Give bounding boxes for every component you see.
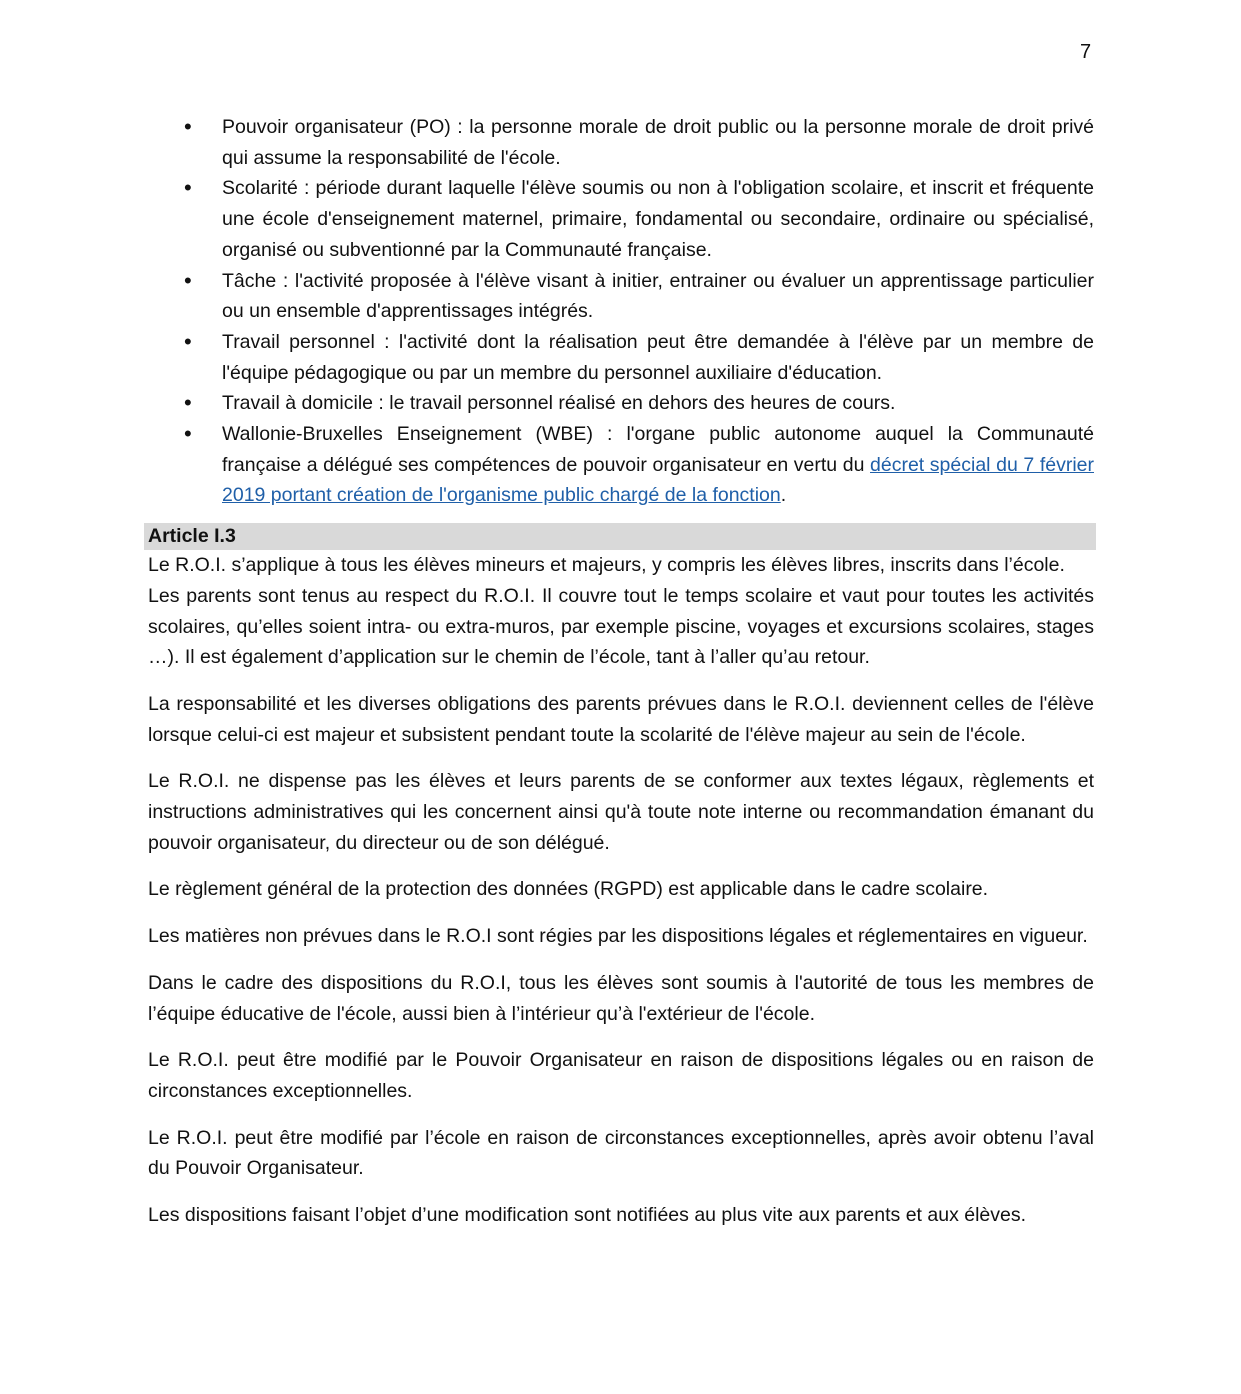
- definition-list: [148, 112, 1094, 511]
- article-heading: Article I.3: [144, 523, 1096, 550]
- definition-item: [148, 327, 1094, 388]
- article-paragraph: Le R.O.I. s’applique à tous les élèves mineurs et majeurs, y compris les élèves libres, inscrits dans l’école.: [148, 554, 1065, 577]
- definition-text: Scolarité : période durant laquelle l'élève soumis ou non à l'obligation scolaire, et inscrit et fréquente une école d'enseignement maternel, primaire, fondamental ou secondaire, ordinaire ou spécialisé, organisé ou subventionné par la Communauté française.: [222, 177, 1094, 261]
- definition-text: Travail personnel : l'activité dont la réalisation peut être demandée à l'élève par un membre de l'équipe pédagogique ou par un membre du personnel auxiliaire d'éducation.: [222, 330, 1094, 384]
- article-paragraph: Le règlement général de la protection des données (RGPD) est applicable dans le cadre scolaire.: [148, 878, 989, 901]
- bullet-icon: •: [184, 267, 192, 293]
- bullet-icon: •: [184, 421, 192, 447]
- definition-item: [148, 173, 1094, 265]
- definition-text-end: .: [780, 484, 787, 507]
- article-paragraph: Dans le cadre des dispositions du R.O.I, tous les élèves sont soumis à l'autorité de tous les membres de l’équipe éducative de l'école, aussi bien à l’intérieur qu’à l'extérieur de l'école.: [148, 971, 1094, 1025]
- article-paragraph: Les dispositions faisant l’objet d’une modification sont notifiées au plus vite aux parents et aux élèves.: [148, 1204, 1027, 1227]
- bullet-icon: •: [184, 114, 192, 139]
- article-paragraph: Les matières non prévues dans le R.O.I sont régies par les dispositions légales et réglementaires en vigueur.: [148, 925, 1088, 948]
- article-paragraph: Le R.O.I. ne dispense pas les élèves et leurs parents de se conformer aux textes légaux, règlements et instructions administratives qui les concernent ainsi qu'à toute note interne ou recommandation émanant du pouvoir organisateur, du directeur ou de son délégué.: [148, 770, 1094, 854]
- bullet-icon: •: [184, 390, 192, 416]
- definition-text: Tâche : l'activité proposée à l'élève visant à initier, entrainer ou évaluer un apprentissage particulier ou un ensemble d'apprentissages intégrés.: [222, 269, 1094, 323]
- definition-item: [148, 419, 1094, 511]
- definition-item: [148, 112, 1094, 173]
- definition-text: Travail à domicile : le travail personnel réalisé en dehors des heures de cours.: [222, 392, 896, 415]
- article-paragraph: Le R.O.I. peut être modifié par le Pouvoir Organisateur en raison de dispositions légales ou en raison de circonstances exceptionnelles.: [148, 1049, 1094, 1102]
- page-number: 7: [1080, 41, 1092, 63]
- bullet-icon: •: [184, 328, 192, 354]
- bullet-icon: •: [184, 175, 192, 201]
- definition-item: [148, 266, 1094, 327]
- definition-text: Pouvoir organisateur (PO) : la personne morale de droit public ou la personne morale de droit privé qui assume la responsabilité de l'école.: [222, 116, 1094, 169]
- definition-item: [148, 388, 1094, 419]
- page-content: [148, 112, 1094, 1247]
- article-paragraph: La responsabilité et les diverses obligations des parents prévues dans le R.O.I. deviennent celles de l'élève lorsque celui-ci est majeur et subsistent pendant toute la scolarité de l'élève majeur au sein de l'école.: [148, 692, 1094, 746]
- article-paragraph: Le R.O.I. peut être modifié par l’école en raison de circonstances exceptionnelles, après avoir obtenu l’aval du Pouvoir Organisateur.: [148, 1126, 1094, 1180]
- definition-text: Wallonie-Bruxelles Enseignement (WBE) : l'organe public autonome auquel la Communauté française a délégué ses compétences de pouvoir organisateur en vertu du: [222, 423, 1094, 476]
- decree-link[interactable]: décret spécial du 7 février 2019 portant création de l'organisme public chargé de la fonction: [222, 453, 1094, 507]
- article-paragraph: Les parents sont tenus au respect du R.O.I. Il couvre tout le temps scolaire et vaut pour toutes les activités scolaires, qu’elles soient intra- ou extra-muros, par exemple piscine, voyages et excursions scolaires, stages …). Il est également d’application sur le chemin de l’école, tant à l’aller qu’au retour.: [148, 584, 1094, 669]
